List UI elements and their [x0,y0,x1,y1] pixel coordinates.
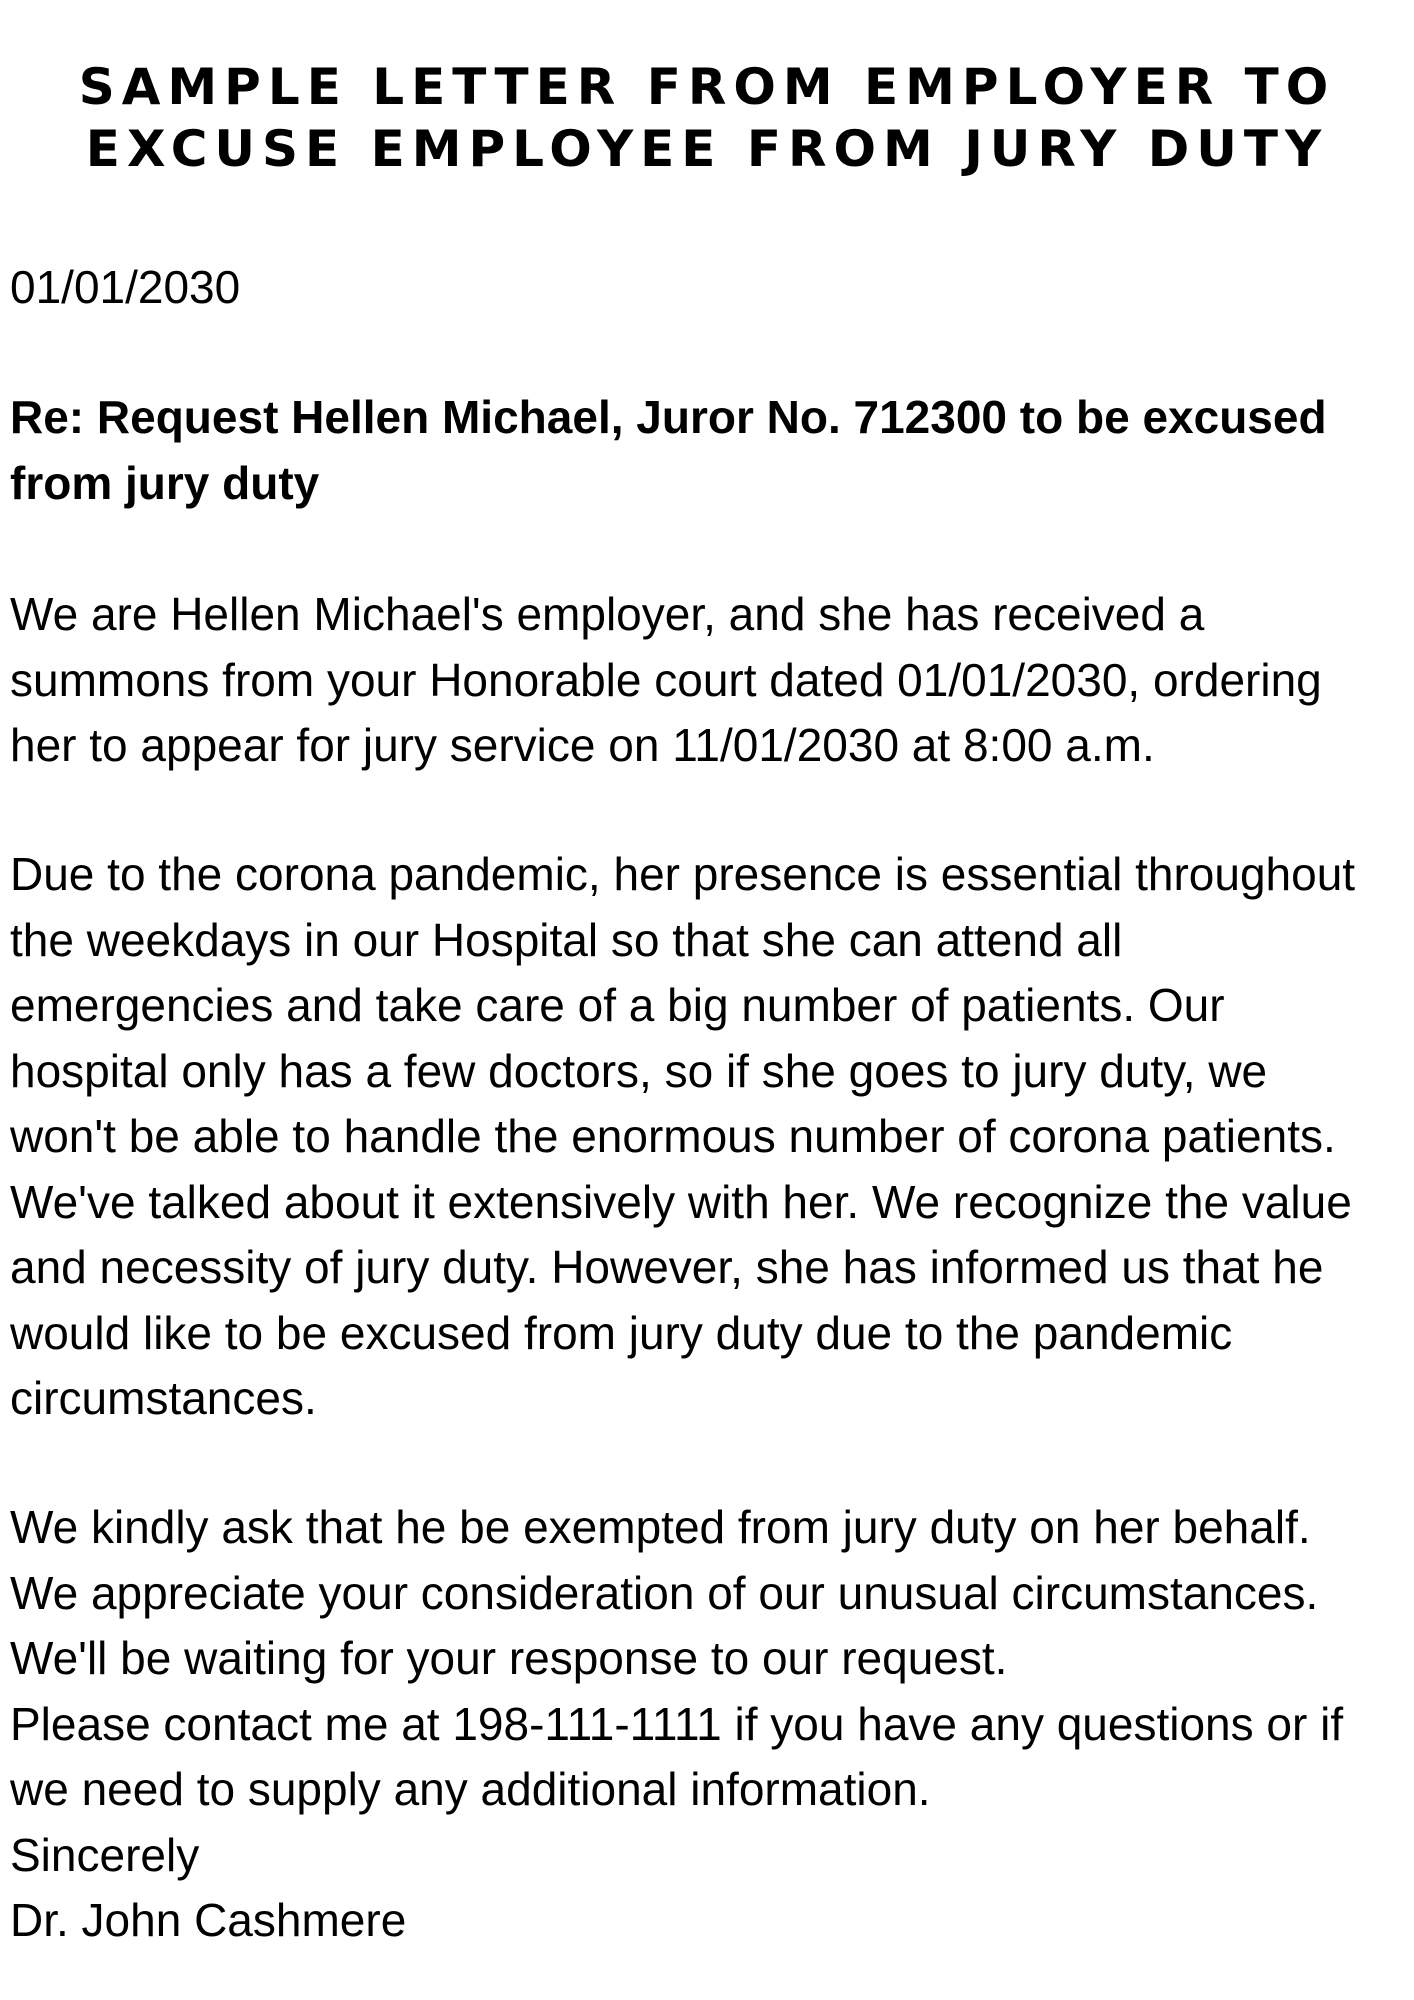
paragraph-line: We appreciate your consideration of our unusual circumstances. [10,1566,1319,1619]
title-line: EXCUSE EMPLOYEE FROM JURY DUTY [85,120,1329,178]
document-title [0,56,1414,180]
paragraph-line: We'll be waiting for your response to our request. [10,1632,1008,1684]
letter-date [10,255,1405,321]
paragraph-intro [10,582,1405,779]
paragraph-line: circumstances. [10,1372,317,1424]
paragraph-closing [10,1495,1405,1954]
paragraph-line: the weekdays in our Hospital so that she can attend all [10,913,1123,966]
signatory-name: Dr. John Cashmere [10,1894,407,1946]
paragraph-line: and necessity of jury duty. However, she has informed us that he [10,1241,1324,1293]
paragraph-line: emergencies and take care of a big number of patients. Our [10,979,1225,1031]
contact-line: Please contact me at 198-111-1111 if you have any questions or if [10,1697,1344,1750]
subject-line [10,385,1405,516]
paragraph-line: We are Hellen Michael's employer, and she has received a [10,588,1205,640]
paragraph-line: would like to be excused from jury duty due to the pandemic [10,1306,1233,1359]
paragraph-line: her to appear for jury service on 11/01/2030 at 8:00 a.m. [10,719,1155,771]
date-text: 01/01/2030 [10,261,241,313]
subject-text-line: from jury duty [10,456,320,509]
title-line: SAMPLE LETTER FROM EMPLOYER TO [78,58,1336,116]
paragraph-line: won't be able to handle the enormous number of corona patients. [10,1110,1336,1162]
sign-off: Sincerely [10,1828,200,1881]
paragraph-line: Due to the corona pandemic, her presence is essential throughout [10,848,1356,900]
subject-text-line: Re: Request Hellen Michael, Juror No. 712300 to be excused [10,391,1327,443]
paragraph-line: we need to supply any additional information. [10,1763,931,1815]
paragraph-line: We've talked about it extensively with her. We recognize the value [10,1175,1352,1228]
paragraph-reason [10,842,1405,1432]
paragraph-line: summons from your Honorable court dated 01/01/2030, ordering [10,653,1322,706]
paragraph-line: hospital only has a few doctors, so if she goes to jury duty, we [10,1044,1268,1097]
paragraph-line: We kindly ask that he be exempted from jury duty on her behalf. [10,1501,1311,1553]
